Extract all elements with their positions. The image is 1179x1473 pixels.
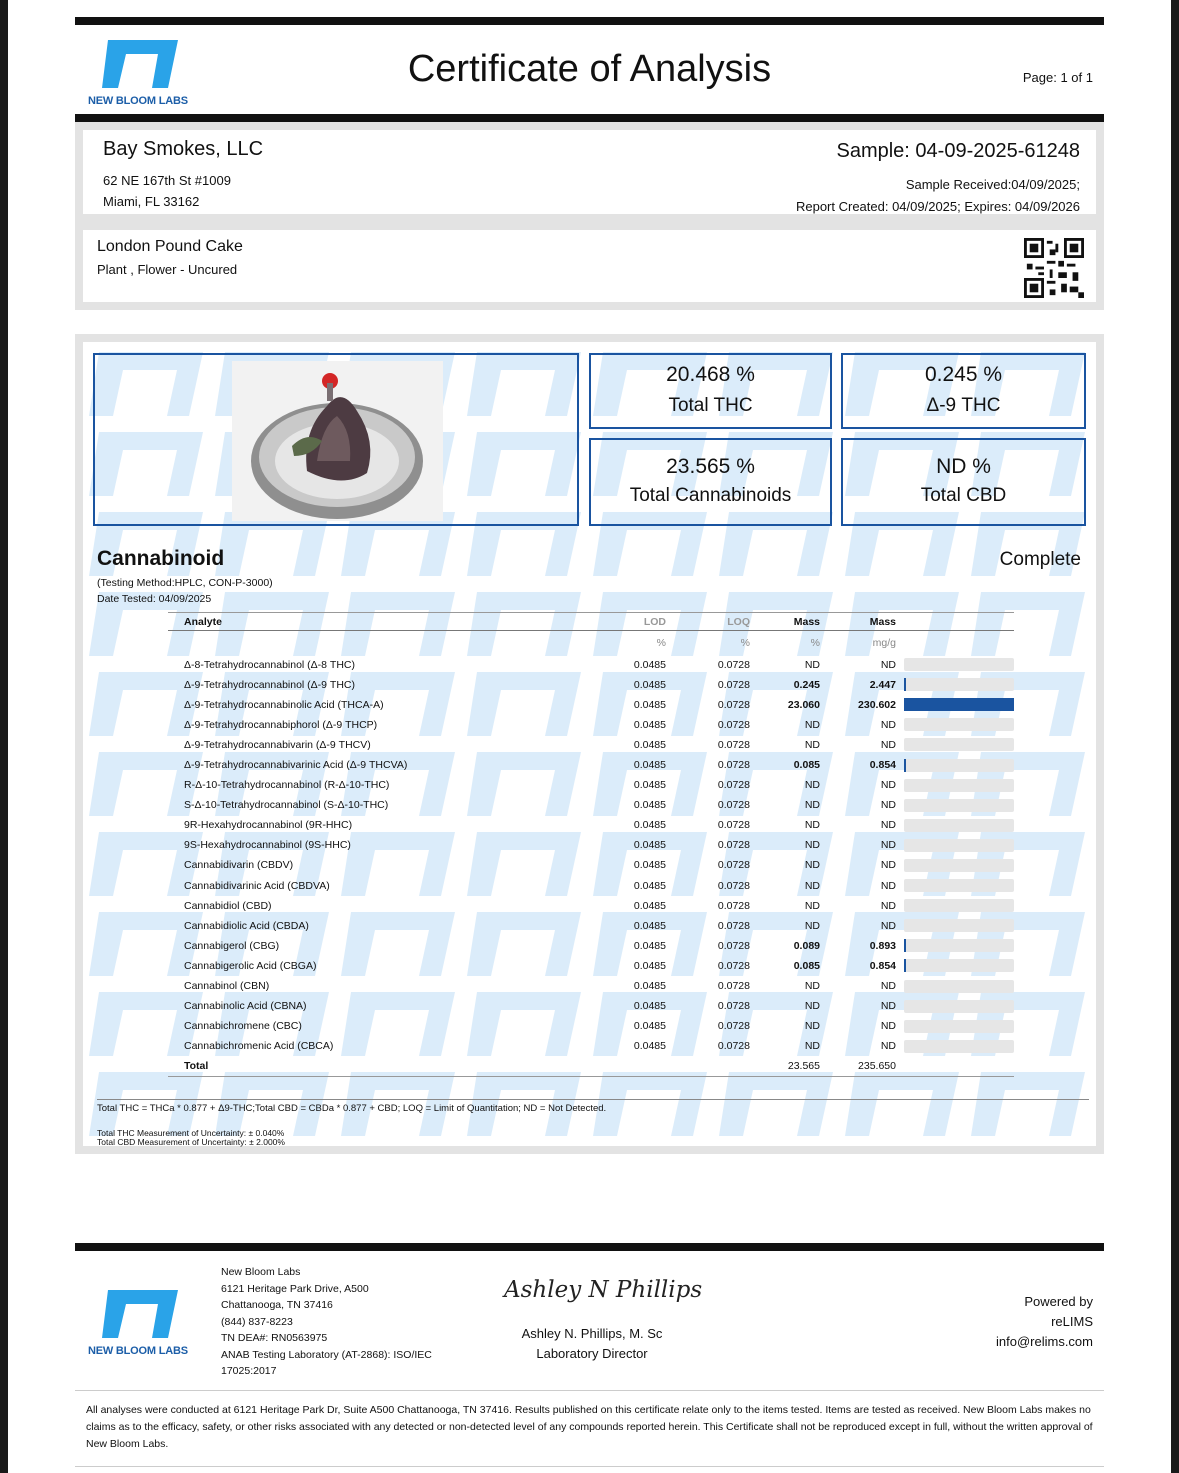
mass-pct-value: 0.089	[793, 939, 820, 952]
table-row	[168, 1036, 1014, 1056]
result-bar-cell	[902, 936, 1014, 956]
table-row	[168, 675, 1014, 695]
unit-loq: %	[740, 636, 750, 649]
table-row	[168, 795, 1014, 815]
result-bar-cell	[902, 795, 1014, 815]
result-bar-track	[904, 698, 1014, 711]
testing-method: (Testing Method:HPLC, CON-P-3000)	[97, 577, 273, 589]
footer-rule	[75, 1243, 1104, 1251]
mass-pct-value: ND	[804, 1020, 820, 1033]
loq-value: 0.0728	[717, 1040, 750, 1053]
result-bar-track	[904, 819, 1014, 832]
mass-pct-value: 23.060	[787, 698, 820, 711]
analyte-name: Cannabichromenic Acid (CBCA)	[184, 1040, 334, 1053]
analyte-name: Cannabinolic Acid (CBNA)	[184, 1000, 307, 1013]
total-label: Total	[184, 1060, 209, 1073]
unit-mass-mg: mg/g	[872, 636, 896, 649]
sample-received: Sample Received:04/09/2025;	[905, 177, 1080, 192]
loq-value: 0.0728	[717, 879, 750, 892]
result-bar-fill	[904, 759, 906, 772]
result-bar-track	[904, 678, 1014, 691]
stat-delta9-thc	[841, 353, 1086, 429]
analyte-name: Δ-9-Tetrahydrocannabivarin (Δ-9 THCV)	[184, 738, 371, 751]
total-pct: 23.565	[787, 1060, 820, 1073]
result-bar-track	[904, 899, 1014, 912]
loq-value: 0.0728	[717, 658, 750, 671]
loq-value: 0.0728	[717, 899, 750, 912]
analyte-name: Δ-9-Tetrahydrocannabinol (Δ-9 THC)	[184, 678, 356, 691]
lab-address2: Chattanooga, TN 37416	[221, 1299, 333, 1311]
col-analyte: Analyte	[168, 613, 588, 631]
platform-name: reLIMS	[1051, 1314, 1093, 1329]
lod-value: 0.0485	[633, 839, 666, 852]
new-bloom-labs-logo-icon	[98, 1290, 178, 1340]
mass-pct-value: ND	[804, 658, 820, 671]
sample-id: Sample: 04-09-2025-61248	[836, 140, 1080, 162]
notes-divider	[97, 1099, 1089, 1100]
result-bar-track	[904, 738, 1014, 751]
client-address-line1: 62 NE 167th St #1009	[103, 173, 231, 188]
result-bar-track	[904, 1020, 1014, 1033]
result-bar-cell	[902, 996, 1014, 1016]
analyte-name: Cannabidiol (CBD)	[184, 899, 272, 912]
loq-value: 0.0728	[717, 939, 750, 952]
mass-pct-value: ND	[804, 839, 820, 852]
loq-value: 0.0728	[717, 1020, 750, 1033]
header-rule	[75, 114, 1104, 122]
mass-mg-value: 0.893	[869, 939, 896, 952]
table-row	[168, 896, 1014, 916]
mass-mg-value: 2.447	[869, 678, 896, 691]
mass-pct-value: ND	[804, 859, 820, 872]
mass-mg-value: ND	[880, 819, 896, 832]
stat-total-cannabinoids	[589, 438, 832, 526]
loq-value: 0.0728	[717, 819, 750, 832]
lab-address1: 6121 Heritage Park Drive, A500	[221, 1282, 369, 1295]
disclaimer-divider	[75, 1390, 1104, 1391]
table-row	[168, 956, 1014, 976]
certificate-page	[8, 0, 1171, 1473]
result-bar-cell	[902, 855, 1014, 875]
mass-mg-value: ND	[880, 839, 896, 852]
lod-value: 0.0485	[633, 819, 666, 832]
loq-value: 0.0728	[717, 959, 750, 972]
lod-value: 0.0485	[633, 1040, 666, 1053]
total-row	[168, 1056, 1014, 1076]
result-bar-fill	[904, 959, 906, 972]
mass-pct-value: ND	[804, 980, 820, 993]
signer-title: Laboratory Director	[536, 1346, 648, 1361]
result-bar-track	[904, 1000, 1014, 1013]
table-row	[168, 835, 1014, 855]
analyte-name: Cannabigerolic Acid (CBGA)	[184, 959, 317, 972]
table-row	[168, 876, 1014, 896]
section-title: Cannabinoid	[97, 547, 225, 570]
result-bar-fill	[904, 678, 906, 691]
lab-iso: 17025:2017	[221, 1365, 277, 1377]
result-bar-track	[904, 980, 1014, 993]
analyte-name: R-Δ-10-Tetrahydrocannabinol (R-Δ-10-THC)	[184, 779, 390, 792]
logo-text: NEW BLOOM LABS	[88, 95, 188, 107]
mass-mg-value: 0.854	[869, 959, 896, 972]
loq-value: 0.0728	[717, 859, 750, 872]
mass-pct-value: 0.085	[793, 959, 820, 972]
table-row	[168, 855, 1014, 875]
analyte-name: Cannabichromene (CBC)	[184, 1020, 302, 1033]
table-row	[168, 916, 1014, 936]
mass-mg-value: ND	[880, 859, 896, 872]
loq-value: 0.0728	[717, 698, 750, 711]
result-bar-track	[904, 799, 1014, 812]
mass-pct-value: ND	[804, 738, 820, 751]
mass-pct-value: ND	[804, 899, 820, 912]
powered-by-block	[996, 1292, 1093, 1352]
client-panel	[75, 122, 1104, 222]
mass-pct-value: ND	[804, 718, 820, 731]
result-bar-cell	[902, 655, 1014, 675]
product-name: London Pound Cake	[97, 238, 243, 255]
mass-mg-value: ND	[880, 899, 896, 912]
loq-value: 0.0728	[717, 980, 750, 993]
mass-mg-value: ND	[880, 980, 896, 993]
mass-pct-value: ND	[804, 779, 820, 792]
result-bar-track	[904, 859, 1014, 872]
result-bar-track	[904, 759, 1014, 772]
loq-value: 0.0728	[717, 779, 750, 792]
mass-pct-value: ND	[804, 879, 820, 892]
result-bar-track	[904, 939, 1014, 952]
lod-value: 0.0485	[633, 899, 666, 912]
mass-mg-value: 230.602	[858, 698, 896, 711]
result-bar-cell	[902, 835, 1014, 855]
lod-value: 0.0485	[633, 698, 666, 711]
result-bar-cell	[902, 755, 1014, 775]
analyte-name: 9S-Hexahydrocannabinol (9S-HHC)	[184, 839, 351, 852]
lab-anab: ANAB Testing Laboratory (AT-2868): ISO/IEC	[221, 1348, 432, 1361]
mass-pct-value: ND	[804, 799, 820, 812]
units-row	[168, 631, 1014, 655]
lod-value: 0.0485	[633, 1020, 666, 1033]
result-bar-cell	[902, 916, 1014, 936]
table-header-row	[168, 613, 1014, 631]
analyte-name: Δ-9-Tetrahydrocannabiphorol (Δ-9 THCP)	[184, 718, 378, 731]
mass-mg-value: ND	[880, 738, 896, 751]
table-row	[168, 815, 1014, 835]
analyte-name: 9R-Hexahydrocannabinol (9R-HHC)	[184, 819, 353, 832]
analyte-name: Cannabinol (CBN)	[184, 980, 270, 993]
loq-value: 0.0728	[717, 799, 750, 812]
powered-by-label: Powered by	[1024, 1294, 1093, 1309]
sample-photo	[232, 361, 443, 521]
mass-pct-value: ND	[804, 1000, 820, 1013]
result-bar-cell	[902, 976, 1014, 996]
col-mass-pct: Mass	[756, 613, 826, 631]
contact-email[interactable]: info@relims.com	[996, 1334, 1093, 1349]
result-bar-track	[904, 1040, 1014, 1053]
table-row	[168, 936, 1014, 956]
signer-name: Ashley N. Phillips, M. Sc	[521, 1326, 663, 1341]
lab-info	[221, 1264, 432, 1380]
client-name: Bay Smokes, LLC	[103, 138, 264, 160]
result-bar-cell	[902, 896, 1014, 916]
result-bar-cell	[902, 1016, 1014, 1036]
result-bar-track	[904, 839, 1014, 852]
result-bar-track	[904, 718, 1014, 731]
mass-mg-value: ND	[880, 1000, 896, 1013]
signer-block	[512, 1324, 672, 1364]
lod-value: 0.0485	[633, 859, 666, 872]
lod-value: 0.0485	[633, 1000, 666, 1013]
loq-value: 0.0728	[717, 919, 750, 932]
lod-value: 0.0485	[633, 678, 666, 691]
result-bar-cell	[902, 695, 1014, 715]
signature: Ashley N Phillips	[504, 1277, 703, 1303]
mass-pct-value: ND	[804, 919, 820, 932]
col-loq: LOQ	[672, 613, 756, 631]
disclaimer: All analyses were conducted at 6121 Heritage Park Dr, Suite A500 Chattanooga, TN 37416. Results published on this certificate relate only to the items tested. Items are tested as received. New Bloom Labs makes no claims as to the efficacy, safety, or other risks associated with any detected or non-detected level of any compounds reported herein. This Certificate shall not be reproduced except in full, without the written approval of New Bloom Labs.	[86, 1404, 1093, 1450]
mass-mg-value: ND	[880, 879, 896, 892]
stat-total-thc	[589, 353, 832, 429]
result-bar-cell	[902, 675, 1014, 695]
mass-mg-value: ND	[880, 718, 896, 731]
stat-value: 23.565 %	[666, 455, 755, 478]
result-bar-track	[904, 779, 1014, 792]
result-bar-track	[904, 959, 1014, 972]
table-row	[168, 1016, 1014, 1036]
formula-note: Total THC = THCa * 0.877 + Δ9-THC;Total CBD = CBDa * 0.877 + CBD; LOQ = Limit of Quantitation; ND = Not Detected.	[97, 1103, 607, 1114]
mass-pct-value: 0.085	[793, 759, 820, 772]
result-bar-cell	[902, 1036, 1014, 1056]
loq-value: 0.0728	[717, 1000, 750, 1013]
lab-phone: (844) 837-8223	[221, 1315, 293, 1328]
footer-logo	[88, 1290, 188, 1357]
lod-value: 0.0485	[633, 738, 666, 751]
mass-pct-value: 0.245	[793, 678, 820, 691]
analyte-name: Cannabidivarin (CBDV)	[184, 859, 294, 872]
cbd-uncertainty: Total CBD Measurement of Uncertainty: ± 2.000%	[97, 1137, 285, 1147]
result-bar-cell	[902, 735, 1014, 755]
stat-value: 0.245 %	[924, 363, 1003, 386]
loq-value: 0.0728	[717, 839, 750, 852]
result-bar-track	[904, 919, 1014, 932]
date-tested: Date Tested: 04/09/2025	[97, 593, 212, 605]
col-mass-mg: Mass	[826, 613, 902, 631]
unit-mass-pct: %	[810, 636, 820, 649]
stat-label: Total Cannabinoids	[629, 485, 792, 506]
qr-code-icon	[1024, 238, 1084, 298]
lab-dea: TN DEA#: RN0563975	[221, 1332, 328, 1344]
lod-value: 0.0485	[633, 980, 666, 993]
table-row	[168, 976, 1014, 996]
top-rule	[75, 17, 1104, 25]
analyte-name: Cannabigerol (CBG)	[184, 939, 280, 952]
mass-mg-value: 0.854	[869, 759, 896, 772]
stat-value: ND %	[936, 455, 991, 478]
stat-total-cbd	[841, 438, 1086, 526]
product-type: Plant , Flower - Uncured	[97, 262, 238, 277]
total-mg: 235.650	[858, 1060, 896, 1073]
table-row	[168, 655, 1014, 675]
table-row	[168, 695, 1014, 715]
result-bar-cell	[902, 815, 1014, 835]
client-address-line2: Miami, FL 33162	[103, 194, 200, 209]
lod-value: 0.0485	[633, 759, 666, 772]
mass-mg-value: ND	[880, 919, 896, 932]
result-bar-cell	[902, 956, 1014, 976]
col-lod: LOD	[588, 613, 672, 631]
section-status: Complete	[999, 549, 1081, 570]
lod-value: 0.0485	[633, 799, 666, 812]
lod-value: 0.0485	[633, 879, 666, 892]
mass-mg-value: ND	[880, 1040, 896, 1053]
stat-label: Total CBD	[920, 485, 1007, 506]
loq-value: 0.0728	[717, 759, 750, 772]
logo-text: NEW BLOOM LABS	[88, 1345, 188, 1357]
analyte-name: Cannabidiolic Acid (CBDA)	[184, 919, 309, 932]
lab-name: New Bloom Labs	[221, 1266, 301, 1278]
result-bar-cell	[902, 715, 1014, 735]
analyte-name: Δ-8-Tetrahydrocannabinol (Δ-8 THC)	[184, 658, 356, 671]
mass-mg-value: ND	[880, 658, 896, 671]
result-bar-track	[904, 879, 1014, 892]
lod-value: 0.0485	[633, 718, 666, 731]
product-panel	[75, 222, 1104, 310]
stat-value: 20.468 %	[666, 363, 755, 386]
result-bar-track	[904, 658, 1014, 671]
lod-value: 0.0485	[633, 919, 666, 932]
stat-label: Δ-9 THC	[926, 395, 1001, 416]
analyte-name: S-Δ-10-Tetrahydrocannabinol (S-Δ-10-THC)	[184, 799, 389, 812]
mass-pct-value: ND	[804, 1040, 820, 1053]
table-row	[168, 775, 1014, 795]
mass-mg-value: ND	[880, 799, 896, 812]
document-title: Certificate of Analysis	[407, 48, 772, 90]
loq-value: 0.0728	[717, 718, 750, 731]
result-bar-fill	[904, 939, 906, 952]
report-dates: Report Created: 04/09/2025; Expires: 04/09/2026	[795, 199, 1080, 214]
table-row	[168, 996, 1014, 1016]
lod-value: 0.0485	[633, 779, 666, 792]
flower-sample-icon	[232, 361, 443, 521]
result-bar-cell	[902, 775, 1014, 795]
bottom-divider	[75, 1466, 1104, 1467]
mass-mg-value: ND	[880, 1020, 896, 1033]
analyte-name: Cannabidivarinic Acid (CBDVA)	[184, 879, 330, 892]
loq-value: 0.0728	[717, 738, 750, 751]
loq-value: 0.0728	[717, 678, 750, 691]
result-bar-fill	[904, 698, 1014, 711]
col-bar	[902, 613, 1014, 631]
lod-value: 0.0485	[633, 658, 666, 671]
cannabinoid-table	[168, 612, 1014, 1077]
lod-value: 0.0485	[633, 959, 666, 972]
table-row	[168, 735, 1014, 755]
mass-mg-value: ND	[880, 779, 896, 792]
mass-pct-value: ND	[804, 819, 820, 832]
page-number: Page: 1 of 1	[1022, 70, 1093, 85]
unit-analyte	[168, 631, 588, 655]
thc-uncertainty: Total THC Measurement of Uncertainty: ± 0.040%	[97, 1128, 285, 1138]
table-row	[168, 715, 1014, 735]
analyte-name: Δ-9-Tetrahydrocannabinolic Acid (THCA-A)	[184, 698, 384, 711]
stat-label: Total THC	[668, 395, 753, 416]
analyte-name: Δ-9-Tetrahydrocannabivarinic Acid (Δ-9 THCVA)	[184, 759, 408, 772]
lod-value: 0.0485	[633, 939, 666, 952]
table-row	[168, 755, 1014, 775]
unit-lod: %	[656, 636, 666, 649]
result-bar-cell	[902, 876, 1014, 896]
